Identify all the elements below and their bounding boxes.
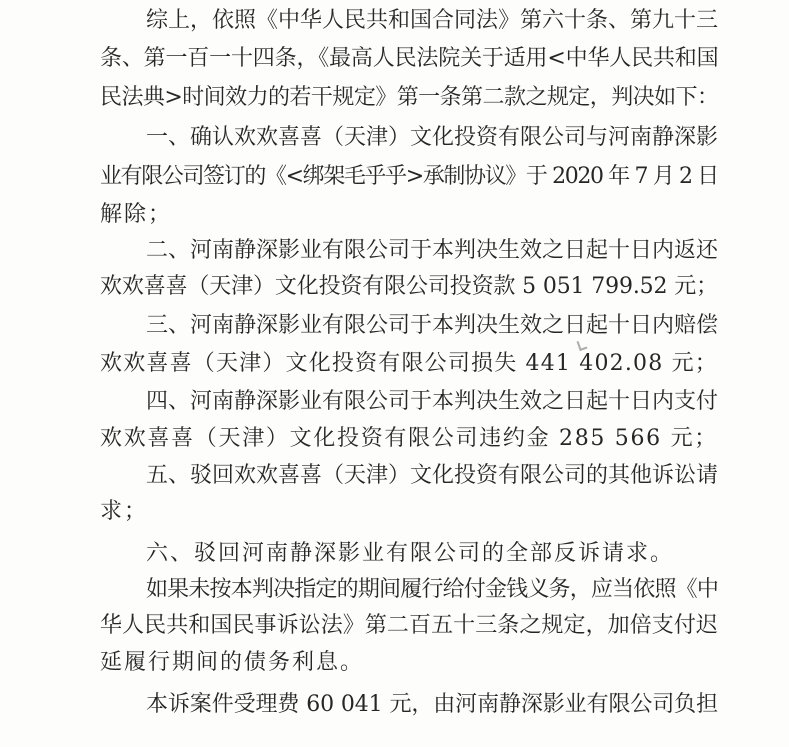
text-line-18: 延履行期间的债务利息。	[100, 650, 365, 675]
text-line-17: 华人民共和国民事诉讼法》第二百五十三条之规定，加倍支付迟	[100, 613, 719, 638]
text-line-5: 业有限公司签订的《<绑架毛乎乎>承制协议》于 2020 年 7 月 2 日	[100, 164, 718, 189]
text-line-15: 六、驳回河南静深影业有限公司的全部反诉请求。	[146, 541, 675, 566]
text-line-19: 本诉案件受理费 60 041 元，由河南静深影业有限公司负担	[146, 692, 718, 717]
text-line-2: 条、第一百一十四条，《最高人民法院关于适用<中华人民共和国	[100, 46, 719, 71]
text-line-3: 民法典>时间效力的若干规定》第一条第二款之规定，判决如下：	[100, 85, 719, 110]
text-line-13: 五、驳回欢欢喜喜（天津）文化投资有限公司的其他诉讼请	[146, 463, 719, 488]
text-line-16: 如果未按本判决指定的期间履行给付金钱义务，应当依照《中	[146, 577, 719, 602]
text-line-11: 四、河南静深影业有限公司于本判决生效之日起十日内支付	[146, 389, 719, 414]
text-line-6: 解除；	[100, 202, 173, 227]
text-line-7: 二、河南静深影业有限公司于本判决生效之日起十日内返还	[146, 238, 719, 263]
text-line-14: 求；	[100, 499, 149, 524]
text-line-10: 欢欢喜喜（天津）文化投资有限公司损失 441 402.08 元；	[100, 351, 718, 376]
text-line-8: 欢欢喜喜（天津）文化投资有限公司投资款 5 051 799.52 元；	[100, 274, 718, 299]
text-line-12: 欢欢喜喜（天津）文化投资有限公司违约金 285 566 元；	[100, 426, 718, 451]
text-line-4: 一、确认欢欢喜喜（天津）文化投资有限公司与河南静深影	[146, 125, 719, 150]
text-line-1: 综上，依照《中华人民共和国合同法》第六十条、第九十三	[146, 8, 719, 33]
text-line-9: 三、河南静深影业有限公司于本判决生效之日起十日内赔偿	[146, 313, 719, 338]
